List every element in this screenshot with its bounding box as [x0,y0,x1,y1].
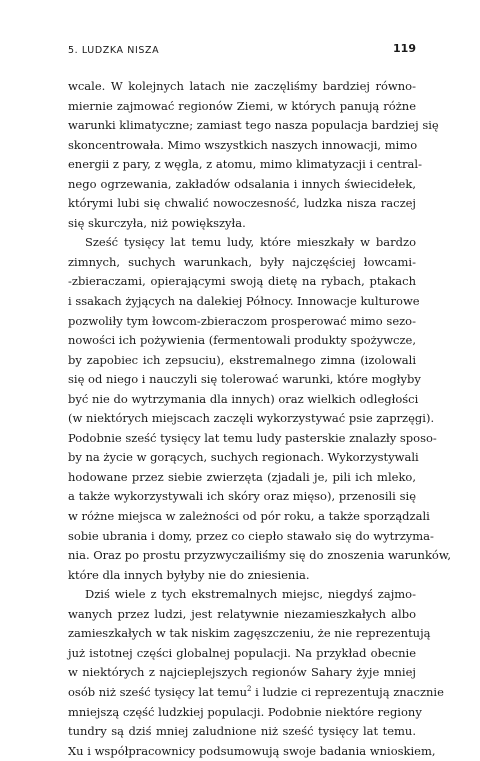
text-line: -zbieraczami, opierającymi swoją dietę na rybach, ptakach [68,274,416,289]
page-number: 119 [393,42,416,55]
text-line: hodowane przez siebie zwierzęta (zjadali je, pili ich mleko, [68,469,416,484]
text-line: a także wykorzystywali ich skóry oraz mięso), przenosili się [68,489,416,504]
text-line: być nie do wytrzymania dla innych) oraz wielkich odległości [68,391,419,406]
text-line: się od niego i nauczyli się tolerować warunki, które mogłyby [68,372,421,387]
text-line: wanych przez ludzi, jest relatywnie niezamieszkałych albo [68,606,416,621]
text-line: skoncentrowała. Mimo wszystkich naszych innowacji, mimo [68,137,418,152]
text-line: Podobnie sześć tysięcy lat temu ludy pasterskie znalazły sposo- [68,430,437,445]
text-line: którymi lubi się chwalić nowoczesność, ludzka nisza raczej [68,196,416,211]
chapter-title: 5. LUDZKA NISZA [68,45,160,56]
paragraph-start-line: Sześć tysięcy lat temu ludy, które mieszkały w bardzo [85,235,416,250]
body-text [68,77,451,761]
text-line: w niektórych z najcieplejszych regionów Sahary żyje mniej [68,665,416,680]
text-line: Xu i współpracownicy podsumowują swoje badania wnioskiem, [68,743,436,758]
text-line: już istotnej części globalnej populacji. Na przykład obecnie [68,645,416,660]
text-line-with-footnote [68,683,444,703]
text-line: by zapobiec ich zepsuciu), ekstremalnego zimna (izolowali [68,352,416,367]
text-line: nego ogrzewania, zakładów odsalania i innych świecidełek, [68,176,416,191]
text-segment: osób niż sześć tysięcy lat temu [68,684,247,699]
text-line: energii z pary, z węgla, z atomu, mimo klimatyzacji i central- [68,157,422,172]
text-line: miernie zajmować regionów Ziemi, w których panują różne [68,98,416,113]
text-line: nia. Oraz po prostu przyzwyczailiśmy się do znoszenia warunków, [68,548,451,563]
text-line: (w niektórych miejscach zaczęli wykorzystywać psie zaprzęgi). [68,411,435,426]
text-line: się skurczyła, niż powiększyła. [68,215,246,230]
text-line: mniejszą część ludzkiej populacji. Podobnie niektóre regiony [68,704,422,719]
text-line: które dla innych byłyby nie do zniesienia. [68,567,310,582]
text-line: warunki klimatyczne; zamiast tego nasza populacja bardziej się [68,118,439,133]
footnote-marker[interactable]: 2 [246,685,252,694]
text-segment: i ludzie ci reprezentują znacznie [251,684,444,699]
text-line: sobie ubrania i domy, przez co ciepło stawało się do wytrzyma- [68,528,434,543]
text-line: by na życie w gorących, suchych regionach. Wykorzystywali [68,450,419,465]
paragraph-start-line: Dziś wiele z tych ekstremalnych miejsc, niegdyś zajmo- [85,587,416,602]
text-line: w różne miejsca w zależności od pór roku, a także sporządzali [68,509,430,524]
text-line: wcale. W kolejnych latach nie zaczęliśmy bardziej równo- [68,79,416,93]
text-line: zimnych, suchych warunkach, były najczęściej łowcami- [68,254,416,269]
running-header [68,42,416,60]
text-line: zamieszkałych w tak niskim zagęszczeniu, że nie reprezentują [68,626,431,641]
text-line: tundry są dziś mniej zaludnione niż sześć tysięcy lat temu. [68,724,416,739]
text-line: pozwoliły tym łowcom-zbieraczom prosperować mimo sezo- [68,313,416,328]
text-line: nowości ich pożywienia (fermentowali produkty spożywcze, [68,333,416,348]
text-line: i ssakach żyjących na dalekiej Północy. Innowacje kulturowe [68,294,420,309]
